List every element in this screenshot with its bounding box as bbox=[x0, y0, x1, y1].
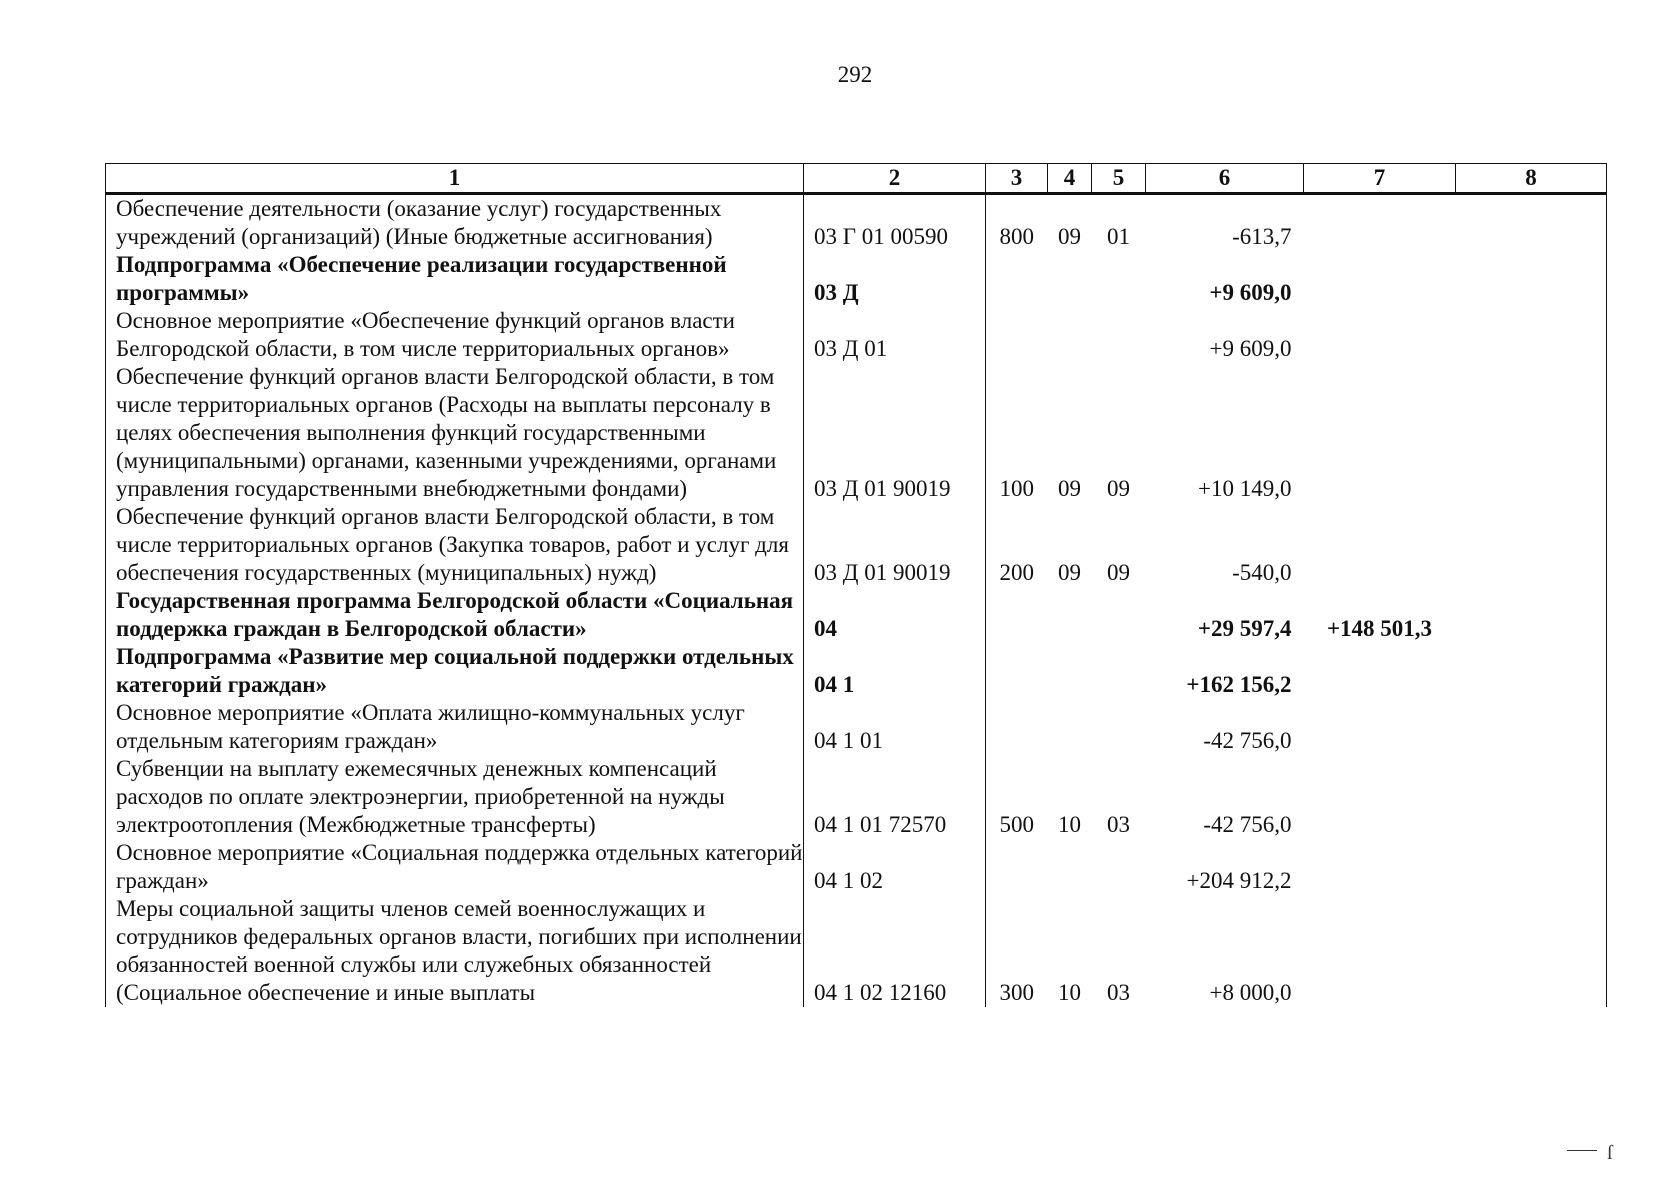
row-description: Государственная программа Белгородской области «Социальная поддержка граждан в Белгородской области» bbox=[106, 587, 804, 643]
row-amount-col7 bbox=[1304, 895, 1456, 1007]
table-row bbox=[106, 699, 1607, 755]
column-header: 3 bbox=[986, 164, 1048, 194]
row-subsection bbox=[1092, 699, 1146, 755]
row-code: 03 Д 01 90019 bbox=[804, 503, 986, 587]
row-code: 04 bbox=[804, 587, 986, 643]
row-code: 03 Г 01 00590 bbox=[804, 194, 986, 252]
row-amount-col7 bbox=[1304, 251, 1456, 307]
row-expense-type bbox=[986, 643, 1048, 699]
row-amount-col8 bbox=[1456, 643, 1607, 699]
row-amount-col7: +148 501,3 bbox=[1326, 616, 1433, 641]
row-amount-col8 bbox=[1456, 895, 1607, 1007]
row-expense-type bbox=[986, 587, 1048, 643]
column-header: 7 bbox=[1304, 164, 1456, 194]
row-code: 03 Д bbox=[804, 251, 986, 307]
row-section: 09 bbox=[1058, 224, 1081, 249]
column-header: 2 bbox=[804, 164, 986, 194]
table-row bbox=[106, 895, 1607, 1007]
table-header-row bbox=[106, 164, 1607, 194]
row-section: 09 bbox=[1058, 560, 1081, 585]
row-amount-col7 bbox=[1304, 643, 1456, 699]
row-section bbox=[1048, 643, 1092, 699]
row-code: 03 Д 01 90019 bbox=[804, 363, 986, 503]
column-header: 6 bbox=[1146, 164, 1304, 194]
row-amount: +162 156,2 bbox=[1186, 672, 1292, 697]
table-row bbox=[106, 307, 1607, 363]
row-subsection bbox=[1092, 251, 1146, 307]
row-section bbox=[1048, 839, 1092, 895]
table-row bbox=[106, 755, 1607, 839]
scan-edge-hook: ſ bbox=[1607, 1142, 1613, 1164]
row-expense-type bbox=[986, 699, 1048, 755]
column-header: 5 bbox=[1092, 164, 1146, 194]
row-amount: +9 609,0 bbox=[1209, 280, 1292, 305]
row-amount-col8 bbox=[1456, 363, 1607, 503]
row-description: Основное мероприятие «Обеспечение функций органов власти Белгородской области, в том числе территориальных органов» bbox=[106, 307, 804, 363]
row-amount: -540,0 bbox=[1232, 560, 1292, 585]
row-section: 09 bbox=[1058, 476, 1081, 501]
row-amount: +8 000,0 bbox=[1209, 980, 1292, 1005]
row-description: Меры социальной защиты членов семей военнослужащих и сотрудников федеральных органов власти, погибших при исполнении обязанностей военной службы или служебных обязанностей (Социальное обеспечение и иные выплаты bbox=[106, 895, 804, 1007]
row-subsection: 03 bbox=[1107, 980, 1130, 1005]
row-description: Подпрограмма «Обеспечение реализации государственной программы» bbox=[106, 251, 804, 307]
row-expense-type: 200 bbox=[986, 503, 1048, 587]
row-amount: +29 597,4 bbox=[1197, 616, 1292, 641]
row-code: 03 Д 01 bbox=[804, 307, 986, 363]
row-code: 04 1 02 12160 bbox=[804, 895, 986, 1007]
row-section bbox=[1048, 587, 1092, 643]
budget-table bbox=[105, 163, 1607, 1007]
row-amount-col8 bbox=[1456, 699, 1607, 755]
row-subsection bbox=[1092, 839, 1146, 895]
table-body bbox=[106, 194, 1607, 1008]
row-amount-col7 bbox=[1304, 503, 1456, 587]
row-description: Обеспечение функций органов власти Белгородской области, в том числе территориальных органов (Расходы на выплаты персоналу в целях обеспечения выполнения функций государственными (муниципальными) органами, казенными учреждениями, органами управления государственными внебюджетными фондами) bbox=[106, 363, 804, 503]
row-description: Обеспечение деятельности (оказание услуг) государственных учреждений (организаций) (Иные бюджетные ассигнования) bbox=[106, 194, 804, 252]
scan-edge-mark bbox=[1567, 1150, 1597, 1151]
row-amount: +10 149,0 bbox=[1198, 476, 1292, 501]
row-description: Основное мероприятие «Оплата жилищно-коммунальных услуг отдельным категориям граждан» bbox=[106, 699, 804, 755]
table-row bbox=[106, 587, 1607, 643]
row-amount: -42 756,0 bbox=[1203, 812, 1292, 837]
row-subsection: 09 bbox=[1107, 476, 1130, 501]
row-subsection: 09 bbox=[1107, 560, 1130, 585]
row-expense-type bbox=[986, 839, 1048, 895]
row-amount-col8 bbox=[1456, 587, 1607, 643]
row-code: 04 1 02 bbox=[804, 839, 986, 895]
row-code: 04 1 01 72570 bbox=[804, 755, 986, 839]
row-description: Основное мероприятие «Социальная поддержка отдельных категорий граждан» bbox=[106, 839, 804, 895]
row-amount-col7 bbox=[1304, 699, 1456, 755]
row-section bbox=[1048, 251, 1092, 307]
row-amount: -42 756,0 bbox=[1203, 728, 1292, 753]
row-expense-type: 800 bbox=[986, 194, 1048, 252]
row-code: 04 1 bbox=[804, 643, 986, 699]
row-amount-col8 bbox=[1456, 839, 1607, 895]
column-header: 8 bbox=[1456, 164, 1607, 194]
row-amount-col8 bbox=[1456, 251, 1607, 307]
column-header: 1 bbox=[106, 164, 804, 194]
row-subsection bbox=[1092, 587, 1146, 643]
row-expense-type bbox=[986, 307, 1048, 363]
row-expense-type: 300 bbox=[986, 895, 1048, 1007]
row-description: Субвенции на выплату ежемесячных денежных компенсаций расходов по оплате электроэнергии, приобретенной на нужды электроотопления (Межбюджетные трансферты) bbox=[106, 755, 804, 839]
row-code: 04 1 01 bbox=[804, 699, 986, 755]
table-row bbox=[106, 503, 1607, 587]
row-amount: +204 912,2 bbox=[1186, 868, 1292, 893]
table-row bbox=[106, 363, 1607, 503]
table-row bbox=[106, 194, 1607, 252]
row-amount: -613,7 bbox=[1232, 224, 1292, 249]
row-amount: +9 609,0 bbox=[1209, 336, 1292, 361]
row-section bbox=[1048, 307, 1092, 363]
table-row bbox=[106, 251, 1607, 307]
column-header: 4 bbox=[1048, 164, 1092, 194]
row-amount-col8 bbox=[1456, 503, 1607, 587]
row-amount-col8 bbox=[1456, 194, 1607, 252]
row-subsection: 03 bbox=[1107, 812, 1130, 837]
row-amount-col8 bbox=[1456, 755, 1607, 839]
row-amount-col7 bbox=[1304, 307, 1456, 363]
page-number: 292 bbox=[837, 62, 873, 87]
row-description: Обеспечение функций органов власти Белгородской области, в том числе территориальных органов (Закупка товаров, работ и услуг для обеспечения государственных (муниципальных) нужд) bbox=[106, 503, 804, 587]
row-amount-col7 bbox=[1304, 755, 1456, 839]
row-amount-col7 bbox=[1304, 363, 1456, 503]
row-section bbox=[1048, 699, 1092, 755]
row-amount-col8 bbox=[1456, 307, 1607, 363]
row-amount-col7 bbox=[1304, 194, 1456, 252]
row-expense-type: 100 bbox=[986, 363, 1048, 503]
row-section: 10 bbox=[1058, 812, 1081, 837]
row-section: 10 bbox=[1058, 980, 1081, 1005]
row-subsection: 01 bbox=[1107, 224, 1130, 249]
row-description: Подпрограмма «Развитие мер социальной поддержки отдельных категорий граждан» bbox=[106, 643, 804, 699]
table-row bbox=[106, 643, 1607, 699]
row-expense-type bbox=[986, 251, 1048, 307]
row-subsection bbox=[1092, 307, 1146, 363]
table-row bbox=[106, 839, 1607, 895]
row-subsection bbox=[1092, 643, 1146, 699]
row-amount-col7 bbox=[1304, 839, 1456, 895]
row-expense-type: 500 bbox=[986, 755, 1048, 839]
